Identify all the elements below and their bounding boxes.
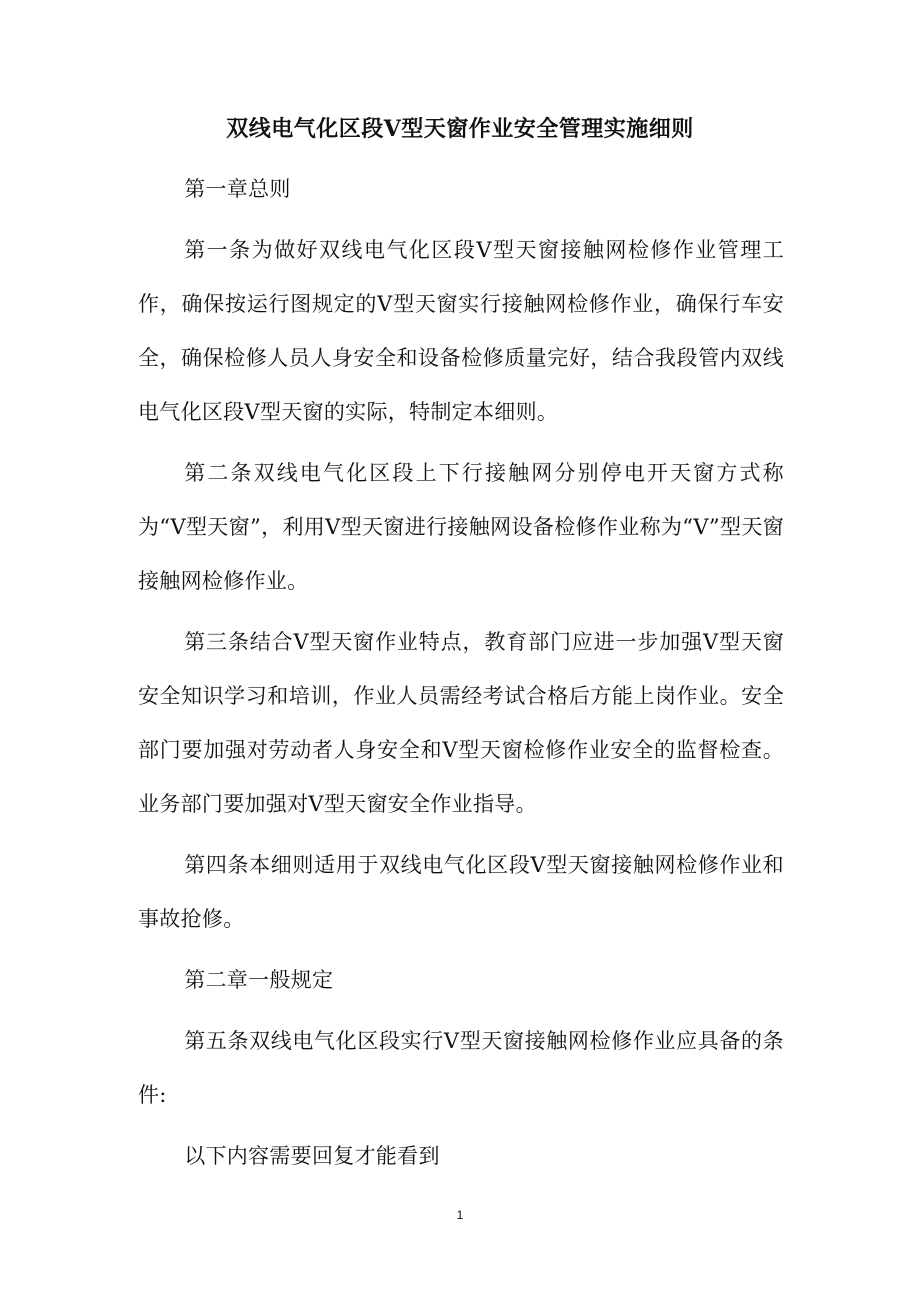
article-5: 第五条双线电气化区段实行Ⅴ型天窗接触网检修作业应具备的条件: [138, 1029, 784, 1107]
article-4: 第四条本细则适用于双线电气化区段Ⅴ型天窗接触网检修作业和事故抢修。 [138, 853, 784, 931]
article-1: 第一条为做好双线电气化区段Ⅴ型天窗接触网检修作业管理工作，确保按运行图规定的Ⅴ型天窗实行接触网检修作业，确保行车安全，确保检修人员人身安全和设备检修质量完好，结合我段管内双线电气化区段Ⅴ型天窗的实际，特制定本细则。 [138, 238, 784, 424]
reply-to-view-notice: 以下内容需要回复才能看到 [184, 1144, 440, 1168]
document-body [138, 162, 784, 1190]
document-title: 双线电气化区段Ⅴ型天窗作业安全管理实施细则 [226, 116, 694, 142]
chapter-heading-2: 第二章一般规定 [184, 968, 334, 992]
article-3: 第三条结合Ⅴ型天窗作业特点，教育部门应进一步加强Ⅴ型天窗安全知识学习和培训，作业人员需经考试合格后方能上岗作业。安全部门要加强对劳动者人身安全和Ⅴ型天窗检修作业安全的监督检查。业务部门要加强对Ⅴ型天窗安全作业指导。 [138, 630, 784, 816]
article-2: 第二条双线电气化区段上下行接触网分别停电开天窗方式称为“Ⅴ型天窗”，利用Ⅴ型天窗进行接触网设备检修作业称为“Ⅴ”型天窗接触网检修作业。 [138, 461, 784, 593]
chapter-heading-1: 第一章总则 [184, 177, 291, 201]
page-number: 1 [456, 1208, 464, 1222]
